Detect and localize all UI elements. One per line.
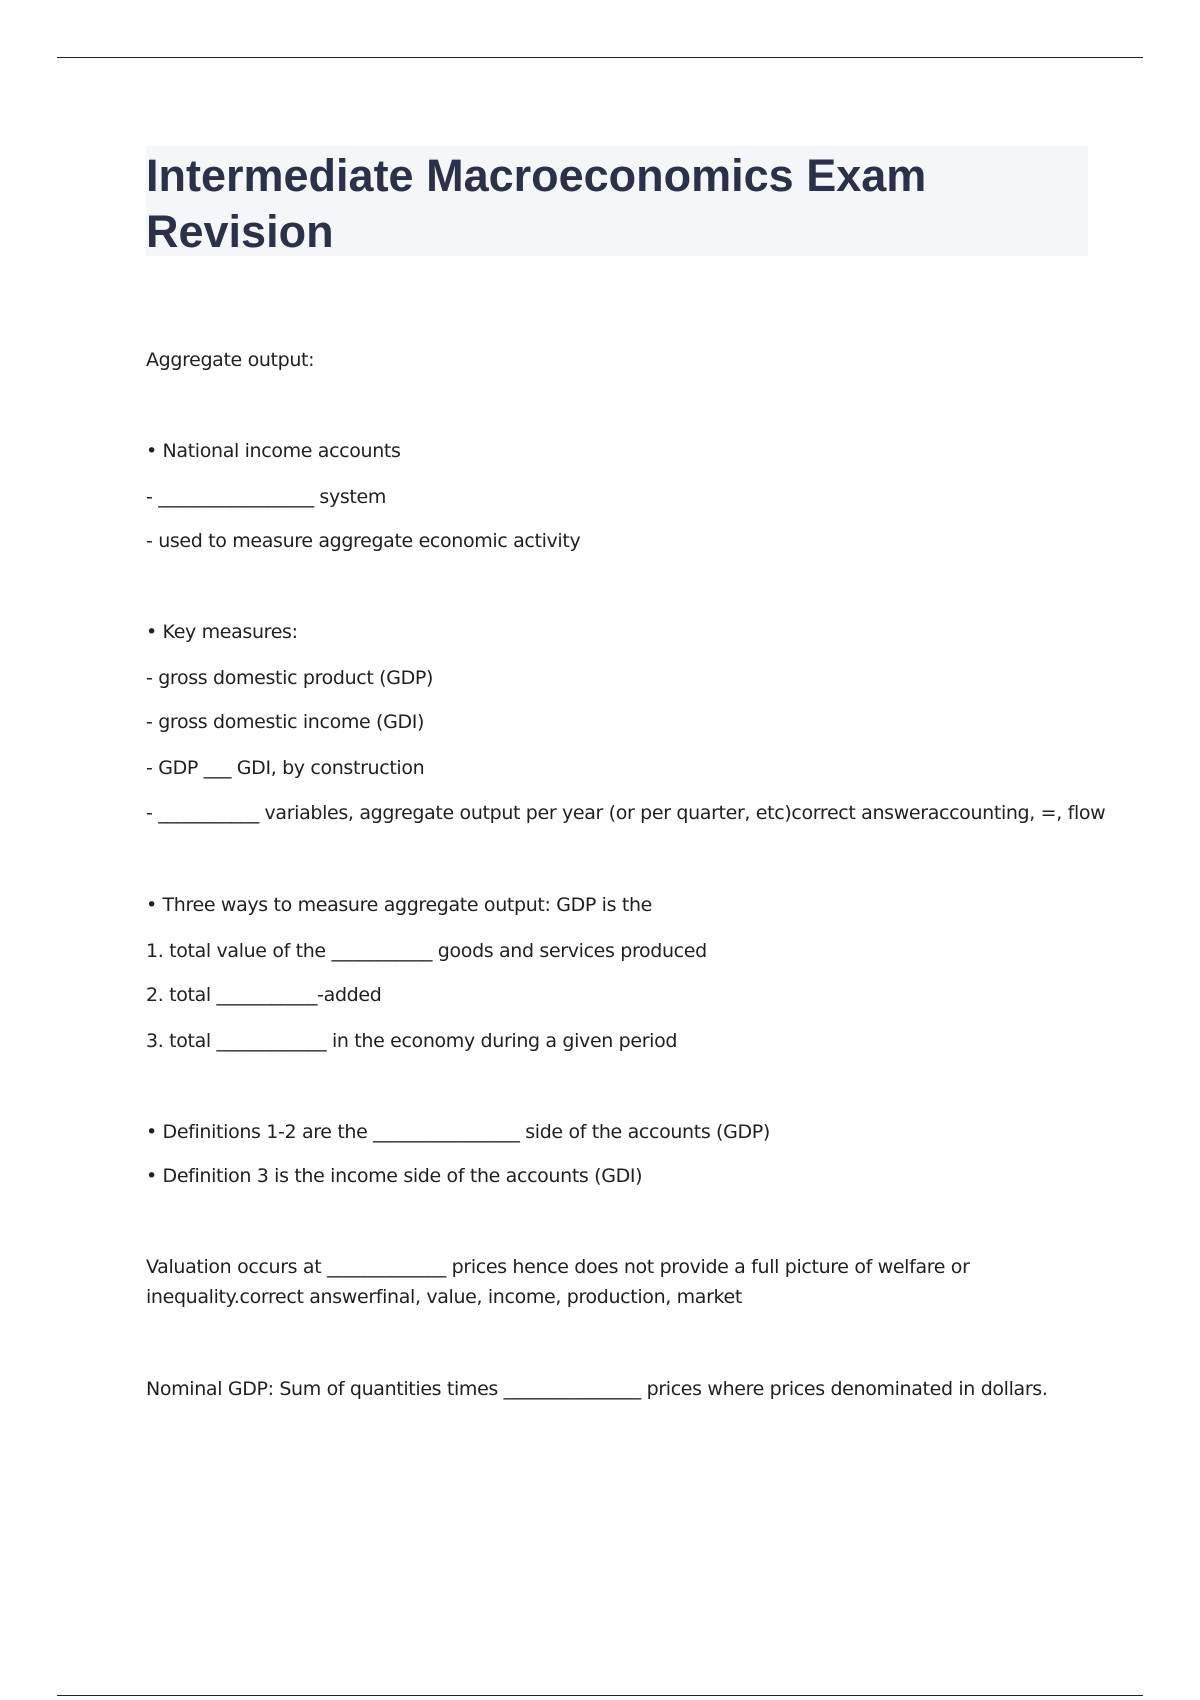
fill-blank-variables-answer: - ___________ variables, aggregate output per year (or per quarter, etc)correct answeraccounting, =, flow — [146, 802, 1106, 824]
list-item-gdp: - gross domestic product (GDP) — [146, 667, 434, 689]
bullet-key-measures: • Key measures: — [146, 621, 298, 643]
numbered-item-1: 1. total value of the ___________ goods and services produced — [146, 940, 707, 962]
bottom-divider — [57, 1695, 1143, 1696]
fill-blank-gdp-gdi: - GDP ___ GDI, by construction — [146, 757, 425, 779]
title-banner — [146, 146, 1088, 256]
top-divider — [57, 57, 1143, 58]
document-title: Intermediate Macroeconomics Exam Revision — [146, 150, 927, 257]
paragraph-nominal-gdp: Nominal GDP: Sum of quantities times _______________ prices where prices denominated in dollars. — [146, 1378, 1048, 1400]
list-item-gdi: - gross domestic income (GDI) — [146, 711, 425, 733]
list-item-measure-activity: - used to measure aggregate economic activity — [146, 530, 581, 552]
section-heading-aggregate-output: Aggregate output: — [146, 349, 315, 371]
bullet-national-income-accounts: • National income accounts — [146, 440, 401, 462]
bullet-three-ways: • Three ways to measure aggregate output: GDP is the — [146, 894, 652, 916]
numbered-item-2: 2. total ___________-added — [146, 984, 382, 1006]
bullet-definition-3: • Definition 3 is the income side of the accounts (GDI) — [146, 1165, 643, 1187]
fill-blank-system: - _________________ system — [146, 486, 387, 508]
bullet-definitions-1-2: • Definitions 1-2 are the ________________ side of the accounts (GDP) — [146, 1121, 770, 1143]
paragraph-valuation: Valuation occurs at _____________ prices hence does not provide a full picture of welfare or inequality.correct answerfinal, value, income, production, market — [146, 1256, 970, 1308]
numbered-item-3: 3. total ____________ in the economy during a given period — [146, 1030, 678, 1052]
